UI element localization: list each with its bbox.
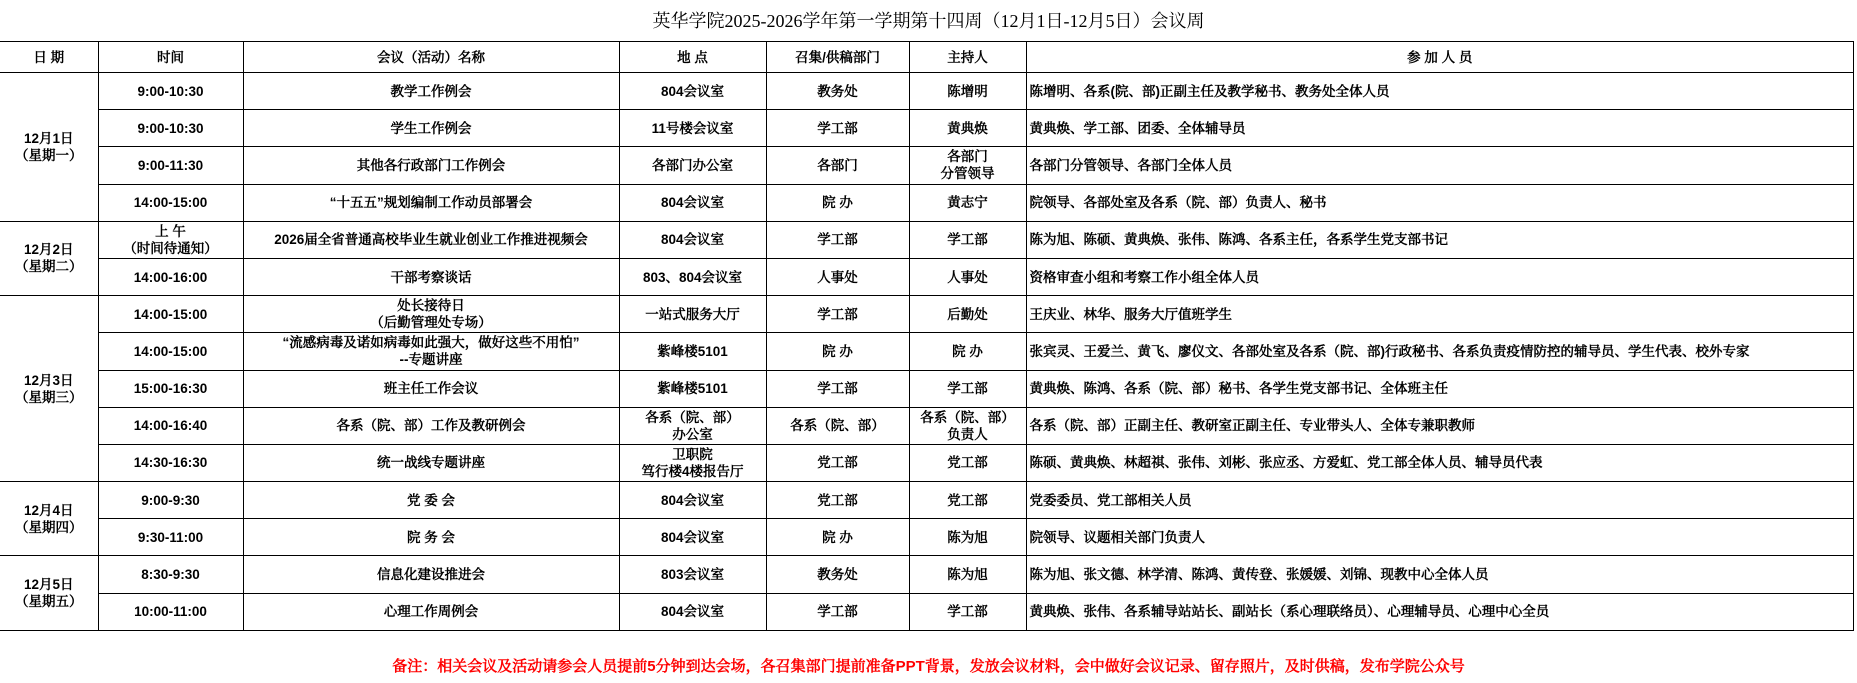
- department-cell: 人事处: [766, 258, 909, 295]
- place-cell: 11号楼会议室: [619, 110, 766, 147]
- attendees-cell: 王庆业、林华、服务大厅值班学生: [1026, 296, 1854, 333]
- table-row: [0, 184, 1854, 221]
- date-cell: 12月1日 （星期一）: [0, 73, 98, 222]
- time-cell: 14:00-15:00: [98, 333, 243, 370]
- attendees-cell: 陈增明、各系(院、部)正副主任及教学秘书、教务处全体人员: [1026, 73, 1854, 110]
- table-row: [0, 556, 1854, 593]
- table-row: [0, 593, 1854, 630]
- meeting-name-cell: 班主任工作会议: [243, 370, 619, 407]
- header-host: 主持人: [909, 42, 1026, 73]
- header-department: 召集/供稿部门: [766, 42, 909, 73]
- host-cell: 陈为旭: [909, 519, 1026, 556]
- meeting-name-cell: “流感病毒及诺如病毒如此强大，做好这些不用怕” --专题讲座: [243, 333, 619, 370]
- time-cell: 上 午 （时间待通知）: [98, 221, 243, 258]
- host-cell: 黄志宁: [909, 184, 1026, 221]
- time-cell: 14:30-16:30: [98, 444, 243, 481]
- place-cell: 卫职院 笃行楼4楼报告厅: [619, 444, 766, 481]
- attendees-cell: 各部门分管领导、各部门全体人员: [1026, 147, 1854, 184]
- department-cell: 学工部: [766, 593, 909, 630]
- meeting-name-cell: 心理工作周例会: [243, 593, 619, 630]
- place-cell: 804会议室: [619, 73, 766, 110]
- date-cell: 12月4日 （星期四）: [0, 482, 98, 556]
- department-cell: 学工部: [766, 221, 909, 258]
- department-cell: 学工部: [766, 110, 909, 147]
- attendees-cell: 陈硕、黄典焕、林超祺、张伟、刘彬、张应丞、方爱虹、党工部全体人员、辅导员代表: [1026, 444, 1854, 481]
- place-cell: 803会议室: [619, 556, 766, 593]
- attendees-cell: 党委委员、党工部相关人员: [1026, 482, 1854, 519]
- meeting-name-cell: 院 务 会: [243, 519, 619, 556]
- table-row: [0, 444, 1854, 481]
- header-row: [0, 42, 1854, 73]
- place-cell: 各系（院、部） 办公室: [619, 407, 766, 444]
- time-cell: 9:30-11:00: [98, 519, 243, 556]
- time-cell: 15:00-16:30: [98, 370, 243, 407]
- attendees-cell: 院领导、议题相关部门负责人: [1026, 519, 1854, 556]
- host-cell: 陈增明: [909, 73, 1026, 110]
- meeting-name-cell: “十五五”规划编制工作动员部署会: [243, 184, 619, 221]
- attendees-cell: 黄典焕、学工部、团委、全体辅导员: [1026, 110, 1854, 147]
- time-cell: 10:00-11:00: [98, 593, 243, 630]
- department-cell: 党工部: [766, 482, 909, 519]
- meeting-name-cell: 其他各行政部门工作例会: [243, 147, 619, 184]
- date-cell: 12月5日 （星期五）: [0, 556, 98, 630]
- host-cell: 人事处: [909, 258, 1026, 295]
- host-cell: 各系（院、部） 负责人: [909, 407, 1026, 444]
- place-cell: 804会议室: [619, 221, 766, 258]
- meeting-name-cell: 学生工作例会: [243, 110, 619, 147]
- header-time: 时间: [98, 42, 243, 73]
- place-cell: 804会议室: [619, 519, 766, 556]
- department-cell: 学工部: [766, 370, 909, 407]
- attendees-cell: 院领导、各部处室及各系（院、部）负责人、秘书: [1026, 184, 1854, 221]
- table-row: [0, 482, 1854, 519]
- time-cell: 9:00-11:30: [98, 147, 243, 184]
- meeting-name-cell: 2026届全省普通高校毕业生就业创业工作推进视频会: [243, 221, 619, 258]
- host-cell: 各部门 分管领导: [909, 147, 1026, 184]
- attendees-cell: 黄典焕、陈鸿、各系（院、部）秘书、各学生党支部书记、全体班主任: [1026, 370, 1854, 407]
- time-cell: 14:00-16:00: [98, 258, 243, 295]
- place-cell: 803、804会议室: [619, 258, 766, 295]
- host-cell: 党工部: [909, 444, 1026, 481]
- table-row: [0, 110, 1854, 147]
- meeting-name-cell: 处长接待日 （后勤管理处专场）: [243, 296, 619, 333]
- table-row: [0, 147, 1854, 184]
- date-cell: 12月2日 （星期二）: [0, 221, 98, 295]
- meeting-name-cell: 教学工作例会: [243, 73, 619, 110]
- time-cell: 8:30-9:30: [98, 556, 243, 593]
- table-row: [0, 258, 1854, 295]
- header-date: 日 期: [0, 42, 98, 73]
- department-cell: 教务处: [766, 556, 909, 593]
- department-cell: 学工部: [766, 296, 909, 333]
- place-cell: 紫峰楼5101: [619, 333, 766, 370]
- table-row: [0, 296, 1854, 333]
- meeting-name-cell: 党 委 会: [243, 482, 619, 519]
- host-cell: 院 办: [909, 333, 1026, 370]
- time-cell: 14:00-15:00: [98, 296, 243, 333]
- footer-note: 备注：相关会议及活动请参会人员提前5分钟到达会场，各召集部门提前准备PPT背景，发放会议材料，会中做好会议记录、留存照片，及时供稿，发布学院公众号: [392, 658, 1465, 675]
- place-cell: 804会议室: [619, 482, 766, 519]
- host-cell: 党工部: [909, 482, 1026, 519]
- host-cell: 黄典焕: [909, 110, 1026, 147]
- host-cell: 学工部: [909, 593, 1026, 630]
- host-cell: 学工部: [909, 370, 1026, 407]
- department-cell: 党工部: [766, 444, 909, 481]
- place-cell: 一站式服务大厅: [619, 296, 766, 333]
- date-cell: 12月3日 （星期三）: [0, 296, 98, 482]
- document-title: 英华学院2025-2026学年第一学期第十四周（12月1日-12月5日）会议周: [652, 11, 1205, 31]
- time-cell: 14:00-15:00: [98, 184, 243, 221]
- time-cell: 14:00-16:40: [98, 407, 243, 444]
- table-row: [0, 73, 1854, 110]
- meeting-name-cell: 干部考察谈话: [243, 258, 619, 295]
- attendees-cell: 黄典焕、张伟、各系辅导站站长、副站长（系心理联络员）、心理辅导员、心理中心全员: [1026, 593, 1854, 630]
- department-cell: 院 办: [766, 184, 909, 221]
- meeting-schedule-table: [0, 41, 1854, 631]
- host-cell: 学工部: [909, 221, 1026, 258]
- department-cell: 各系（院、部）: [766, 407, 909, 444]
- table-row: [0, 221, 1854, 258]
- attendees-cell: 张宾灵、王爱兰、黄飞、廖仪文、各部处室及各系（院、部)行政秘书、各系负责疫情防控的辅导员、学生代表、校外专家: [1026, 333, 1854, 370]
- department-cell: 教务处: [766, 73, 909, 110]
- host-cell: 后勤处: [909, 296, 1026, 333]
- time-cell: 9:00-10:30: [98, 73, 243, 110]
- place-cell: 804会议室: [619, 593, 766, 630]
- time-cell: 9:00-9:30: [98, 482, 243, 519]
- attendees-cell: 资格审查小组和考察工作小组全体人员: [1026, 258, 1854, 295]
- attendees-cell: 陈为旭、张文德、林学清、陈鸿、黄传登、张媛媛、刘锦、现教中心全体人员: [1026, 556, 1854, 593]
- header-meeting-name: 会议（活动）名称: [243, 42, 619, 73]
- table-row: [0, 370, 1854, 407]
- meeting-name-cell: 统一战线专题讲座: [243, 444, 619, 481]
- place-cell: 804会议室: [619, 184, 766, 221]
- table-row: [0, 519, 1854, 556]
- department-cell: 院 办: [766, 519, 909, 556]
- header-attendees: 参 加 人 员: [1026, 42, 1854, 73]
- department-cell: 院 办: [766, 333, 909, 370]
- department-cell: 各部门: [766, 147, 909, 184]
- meeting-name-cell: 各系（院、部）工作及教研例会: [243, 407, 619, 444]
- header-place: 地 点: [619, 42, 766, 73]
- meeting-name-cell: 信息化建设推进会: [243, 556, 619, 593]
- place-cell: 各部门办公室: [619, 147, 766, 184]
- attendees-cell: 各系（院、部）正副主任、教研室正副主任、专业带头人、全体专兼职教师: [1026, 407, 1854, 444]
- time-cell: 9:00-10:30: [98, 110, 243, 147]
- table-row: [0, 407, 1854, 444]
- attendees-cell: 陈为旭、陈硕、黄典焕、张伟、陈鸿、各系主任，各系学生党支部书记: [1026, 221, 1854, 258]
- table-row: [0, 333, 1854, 370]
- host-cell: 陈为旭: [909, 556, 1026, 593]
- place-cell: 紫峰楼5101: [619, 370, 766, 407]
